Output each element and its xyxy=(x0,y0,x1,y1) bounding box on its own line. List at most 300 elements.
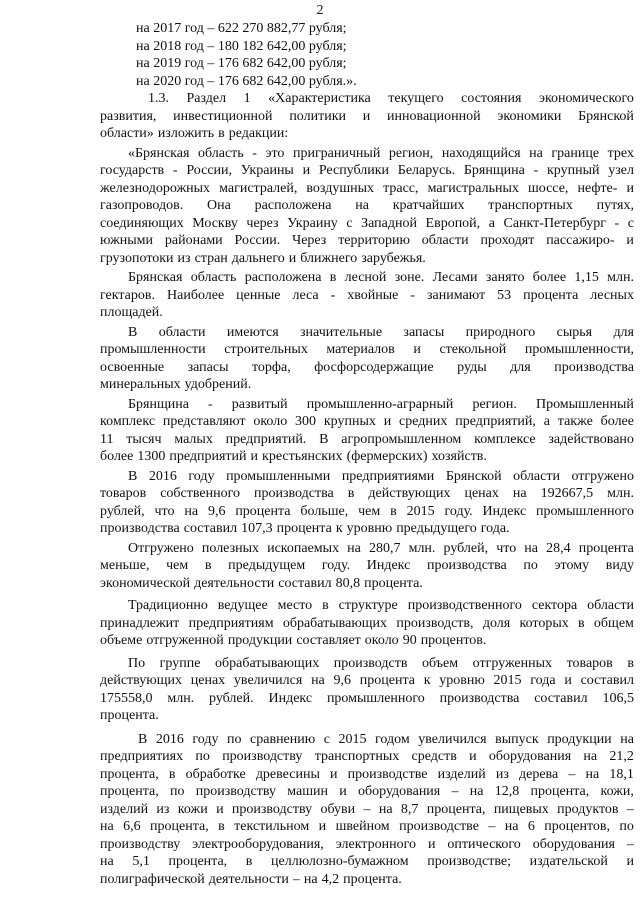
budget-amounts-list xyxy=(100,20,634,90)
document-body xyxy=(100,20,634,888)
word: уровню xyxy=(439,673,485,688)
word: из xyxy=(495,766,509,782)
word: в xyxy=(329,270,337,285)
word: в xyxy=(347,486,355,501)
word: более xyxy=(600,414,634,429)
text-line xyxy=(100,503,634,521)
word: область xyxy=(197,145,244,161)
word: – xyxy=(292,871,300,887)
text-line xyxy=(100,232,634,250)
section-text xyxy=(100,90,634,888)
word: Индекс xyxy=(268,690,313,706)
paragraph xyxy=(100,90,634,143)
word: деятельности xyxy=(194,575,275,591)
word: редакции: xyxy=(228,126,289,141)
word: 175558,0 xyxy=(100,690,153,706)
word: стран xyxy=(194,250,228,266)
word: малых xyxy=(174,431,213,447)
word: производства xyxy=(254,486,334,501)
word: электронного xyxy=(335,836,416,852)
word: зоне. xyxy=(394,270,425,285)
word: ценах xyxy=(190,673,226,688)
word: «Брянская xyxy=(128,145,190,161)
word: задействовано xyxy=(548,431,634,447)
word: 18,1 xyxy=(609,766,634,782)
word: и xyxy=(302,163,311,178)
word: предприятий, xyxy=(455,414,536,429)
word: процентов, xyxy=(544,819,610,834)
word: фосфорсодержащие xyxy=(314,359,434,375)
word: производстве xyxy=(399,819,479,834)
word: млн. xyxy=(607,486,634,501)
word: млн. xyxy=(408,540,436,556)
word: крупных xyxy=(323,414,376,429)
word: лесной xyxy=(344,270,387,285)
word: экономики xyxy=(497,108,562,124)
word: гектаров. xyxy=(100,287,156,303)
word: 9,6 xyxy=(333,673,352,688)
word: сравнению xyxy=(250,731,316,747)
word: - xyxy=(614,215,620,231)
word: крупный xyxy=(546,163,600,178)
word: дальнего xyxy=(231,250,285,266)
word: Брянщина xyxy=(128,396,189,412)
word: составил xyxy=(183,521,238,536)
word: Брянской xyxy=(578,108,634,124)
word: оборудования xyxy=(488,749,572,764)
word: состояния xyxy=(461,91,522,106)
word: процента. xyxy=(364,575,423,591)
word: полиграфической xyxy=(100,871,205,887)
word: из xyxy=(156,801,170,817)
word: целлюлозно-бумажном xyxy=(271,854,409,869)
word: приграничный xyxy=(292,145,381,161)
text-line xyxy=(100,632,634,650)
word: Лесами xyxy=(432,270,478,285)
text-line xyxy=(100,575,634,593)
text-line xyxy=(100,871,634,889)
word: России, xyxy=(186,163,233,178)
word: руды xyxy=(457,359,487,375)
word: в xyxy=(322,598,329,613)
word: на xyxy=(347,540,361,556)
word: на xyxy=(184,503,199,519)
word: области xyxy=(158,324,206,340)
text-line xyxy=(100,690,634,708)
word: товаров xyxy=(100,486,147,501)
word: предприятиях xyxy=(100,749,184,764)
word: изделий xyxy=(437,766,486,782)
word: действующих xyxy=(368,486,451,501)
text-line xyxy=(100,287,634,305)
word: транспортных xyxy=(488,198,573,213)
text-line xyxy=(100,413,634,431)
word: ведущее xyxy=(217,598,268,613)
word: 300 xyxy=(295,414,317,429)
word: производства xyxy=(554,359,634,375)
text-line xyxy=(100,90,634,108)
word: и xyxy=(318,819,327,834)
text-line xyxy=(100,801,634,819)
word: текстильном xyxy=(234,819,310,834)
word: швейном xyxy=(335,819,390,834)
word: отгруженных xyxy=(472,655,553,671)
word: в xyxy=(204,558,212,573)
word: составил xyxy=(534,690,588,706)
word: торфа, xyxy=(252,359,291,375)
word: увеличился xyxy=(418,731,487,747)
word: Европой, xyxy=(425,215,481,231)
word: структуре xyxy=(338,598,398,613)
word: районами xyxy=(164,233,223,248)
paragraph xyxy=(100,269,634,322)
word: и xyxy=(362,108,371,124)
word: сектора xyxy=(531,598,578,613)
word: освоенные xyxy=(100,359,165,375)
word: – xyxy=(451,784,459,799)
text-line xyxy=(100,145,634,163)
word: процента, xyxy=(530,784,590,799)
word: В xyxy=(128,324,138,340)
word: Санкт-Петербург xyxy=(503,215,606,231)
word: составляет xyxy=(296,633,361,648)
word: - xyxy=(533,163,539,178)
word: производств xyxy=(333,655,408,671)
word: нефте- xyxy=(577,180,618,196)
word: на xyxy=(529,145,543,161)
word: больше, xyxy=(300,503,349,519)
word: промышленного xyxy=(326,690,425,706)
word: выпуск xyxy=(495,731,539,747)
word: расположена xyxy=(244,270,322,285)
text-line xyxy=(100,197,634,215)
word: 6,6 xyxy=(123,819,141,834)
word: В xyxy=(138,731,148,747)
word: комплекс xyxy=(100,414,156,429)
word: - xyxy=(410,287,416,303)
word: 1.3. xyxy=(148,91,169,106)
word: с xyxy=(323,731,330,747)
word: Москву xyxy=(192,215,238,231)
text-line xyxy=(100,468,634,486)
word: на xyxy=(100,819,114,834)
word: «Характеристика xyxy=(268,91,371,106)
word: материалов xyxy=(326,342,395,357)
word: территорию xyxy=(338,233,410,248)
word: 80,8 xyxy=(335,575,361,591)
budget-amount-line: на 2020 год – 176 682 642,00 рубля.». xyxy=(136,73,357,89)
word: 53 xyxy=(497,287,512,303)
word: млн. xyxy=(607,270,634,285)
word: производству xyxy=(231,801,313,817)
text-line xyxy=(100,269,634,287)
word: – xyxy=(568,766,576,782)
word: минеральных xyxy=(100,377,181,392)
text-line xyxy=(100,818,634,836)
word: продукции xyxy=(227,633,293,648)
word: области xyxy=(587,598,634,613)
word: по xyxy=(195,749,210,764)
word: предприятий. xyxy=(225,431,307,447)
word: имеются xyxy=(226,324,279,340)
word: транспортных xyxy=(314,749,400,764)
word: по xyxy=(523,558,538,573)
word: Промышленный xyxy=(535,396,634,412)
word: 1 xyxy=(243,91,251,106)
word: более xyxy=(100,449,134,464)
word: дерева xyxy=(519,766,559,782)
word: на xyxy=(303,871,318,887)
word: и xyxy=(413,342,421,357)
word: занято xyxy=(485,270,525,285)
word: на xyxy=(524,540,539,556)
word: 12,8 xyxy=(494,784,520,799)
word: древесины xyxy=(255,766,320,782)
word: 4,2 xyxy=(321,871,340,887)
word: года xyxy=(530,673,556,688)
word: производству xyxy=(222,749,303,764)
word: кожи xyxy=(177,801,208,817)
word: запасы xyxy=(187,359,229,375)
word: (фермерских) xyxy=(346,449,428,464)
word: около xyxy=(364,633,399,648)
word: – xyxy=(363,801,371,817)
word: млн. xyxy=(167,690,195,706)
word: промышленности, xyxy=(524,342,634,357)
word: отгружено xyxy=(571,468,634,484)
word: на xyxy=(355,198,369,213)
word: 192667,5 xyxy=(540,486,594,501)
word: расположена xyxy=(254,198,332,213)
word: тысяч xyxy=(126,431,162,447)
word: 5,1 xyxy=(132,854,150,869)
word: производства xyxy=(439,690,520,706)
word: ближнего xyxy=(300,250,358,266)
word: процента xyxy=(359,673,415,688)
word: через xyxy=(246,215,279,231)
word: составил xyxy=(278,575,332,591)
word: рублей. xyxy=(209,690,254,706)
word: хозяйств. xyxy=(431,449,487,464)
word: воздушных xyxy=(306,180,375,196)
word: газопроводов. xyxy=(100,198,184,213)
word: и xyxy=(469,749,477,764)
word: процента, xyxy=(100,784,159,799)
word: грузопотоки xyxy=(100,250,174,266)
word: хвойные xyxy=(347,287,399,303)
word: и xyxy=(288,250,297,266)
word: В xyxy=(128,468,138,484)
word: промышленно-аграрный xyxy=(306,396,454,412)
word: составил xyxy=(580,673,634,688)
word: общем xyxy=(593,615,634,631)
word: что xyxy=(496,540,517,556)
text-line xyxy=(100,783,634,801)
word: природного xyxy=(465,324,536,340)
word: леса xyxy=(292,287,319,303)
word: производств, xyxy=(396,615,474,631)
word: шоссе, xyxy=(527,180,569,196)
word: - xyxy=(172,163,178,178)
word: изделий xyxy=(100,801,149,817)
word: кратчайших xyxy=(392,198,465,213)
word: – xyxy=(488,819,496,834)
word: по xyxy=(169,784,185,799)
word: инновационной xyxy=(387,108,481,124)
word: группе xyxy=(159,655,201,671)
word: и xyxy=(626,180,634,196)
word: По xyxy=(128,655,146,671)
word: процента, xyxy=(168,854,228,869)
word: - xyxy=(330,287,336,303)
text-line xyxy=(100,672,634,690)
word: и xyxy=(564,673,572,688)
word: изложить xyxy=(157,126,215,141)
word: ценные xyxy=(236,287,281,303)
word: агропромышленном xyxy=(341,431,462,447)
word: производства xyxy=(100,521,180,536)
word: 6 xyxy=(527,819,535,834)
word: Традиционно xyxy=(128,598,208,613)
text-line xyxy=(100,520,634,538)
word: узел xyxy=(608,163,634,178)
paragraph xyxy=(100,655,634,725)
text-line xyxy=(100,557,634,575)
word: экономического xyxy=(538,91,634,106)
word: обработке xyxy=(185,766,246,782)
word: 1,15 xyxy=(574,270,599,285)
budget-amount-line: на 2019 год – 176 682 642,00 рубля; xyxy=(136,56,347,71)
word: области xyxy=(421,233,469,248)
word: 2016 xyxy=(155,731,184,747)
word: в xyxy=(218,819,225,834)
word: и xyxy=(626,233,634,248)
word: находящийся xyxy=(441,145,521,161)
word: процента. xyxy=(100,708,159,723)
word: и xyxy=(216,801,224,817)
word: 106,5 xyxy=(602,690,634,706)
word: в xyxy=(390,503,397,519)
text-line xyxy=(100,766,634,784)
word: зарубежья. xyxy=(361,250,426,266)
word: товаров xyxy=(566,655,613,671)
word: комплексе xyxy=(474,431,536,447)
text-line xyxy=(100,615,634,633)
word: собственного xyxy=(160,486,240,501)
word: на xyxy=(100,854,114,869)
word: также xyxy=(557,414,593,429)
word: железнодорожных xyxy=(100,180,211,196)
word: с xyxy=(627,215,634,231)
word: – xyxy=(626,836,634,852)
word: 11 xyxy=(100,431,114,447)
text-line xyxy=(100,215,634,233)
word: Отгружено xyxy=(128,540,194,556)
word: и xyxy=(330,766,338,782)
word: продукции xyxy=(547,731,612,747)
word: представляют xyxy=(162,414,246,429)
text-line xyxy=(100,359,634,377)
word: Брянщина xyxy=(463,163,525,178)
word: предприятиям xyxy=(188,615,274,631)
word: году xyxy=(188,468,215,484)
text-line xyxy=(100,853,634,871)
text-line xyxy=(100,748,634,766)
word: Брянской xyxy=(445,468,502,484)
word: Индекс xyxy=(366,558,411,573)
word: пищевых xyxy=(493,801,549,817)
word: 8,7 xyxy=(400,801,419,817)
word: оборудования xyxy=(358,784,441,799)
word: Индекс xyxy=(482,503,527,519)
word: место xyxy=(277,598,313,613)
word: границе xyxy=(551,145,600,161)
word: на xyxy=(378,801,393,817)
word: предыдущего xyxy=(396,521,477,536)
word: в xyxy=(245,854,253,869)
text-line xyxy=(100,125,634,143)
word: оборудования xyxy=(532,836,615,852)
word: средств xyxy=(411,749,457,764)
word: 2015 xyxy=(406,503,435,519)
word: на xyxy=(512,486,527,501)
text-line xyxy=(100,396,634,414)
word: стекольной xyxy=(439,342,507,357)
word: политики xyxy=(289,108,347,124)
word: к xyxy=(423,673,431,688)
word: увеличился xyxy=(233,673,303,688)
word: и xyxy=(626,854,634,869)
word: отгруженной xyxy=(146,633,224,648)
word: 1300 xyxy=(137,449,166,464)
word: чем xyxy=(166,558,189,573)
word: строительных xyxy=(224,342,308,357)
word: продуктов xyxy=(557,801,619,817)
word: действующих xyxy=(100,673,183,688)
word: в xyxy=(627,655,634,671)
word: в xyxy=(168,766,176,782)
text-line xyxy=(100,655,634,673)
word: и xyxy=(250,449,259,464)
word: области» xyxy=(100,126,154,141)
word: регион. xyxy=(472,396,517,412)
budget-amount-line: на 2017 год – 622 270 882,77 рубля; xyxy=(136,21,347,36)
word: полезных xyxy=(201,540,259,556)
word: электрооборудования, xyxy=(192,836,324,852)
word: занимают xyxy=(427,287,486,303)
word: соединяющих xyxy=(100,215,184,231)
word: текущего xyxy=(388,91,444,106)
word: 90 xyxy=(402,633,417,648)
word: Украины xyxy=(240,163,294,178)
word: и xyxy=(339,784,347,799)
word: Украину xyxy=(287,215,338,231)
word: предприятиями xyxy=(341,468,435,484)
paragraph xyxy=(100,468,634,538)
word: кожи, xyxy=(600,784,634,799)
word: 280,7 xyxy=(368,540,401,556)
word: экономической xyxy=(100,575,191,591)
text-line xyxy=(100,431,634,449)
word: для xyxy=(613,324,634,340)
word: на xyxy=(620,731,634,747)
word: принадлежит xyxy=(100,615,180,631)
word: 21,2 xyxy=(609,749,634,764)
word: на xyxy=(583,749,598,764)
word: производстве xyxy=(347,766,428,782)
word: оптического xyxy=(447,836,521,852)
word: годом xyxy=(374,731,410,747)
